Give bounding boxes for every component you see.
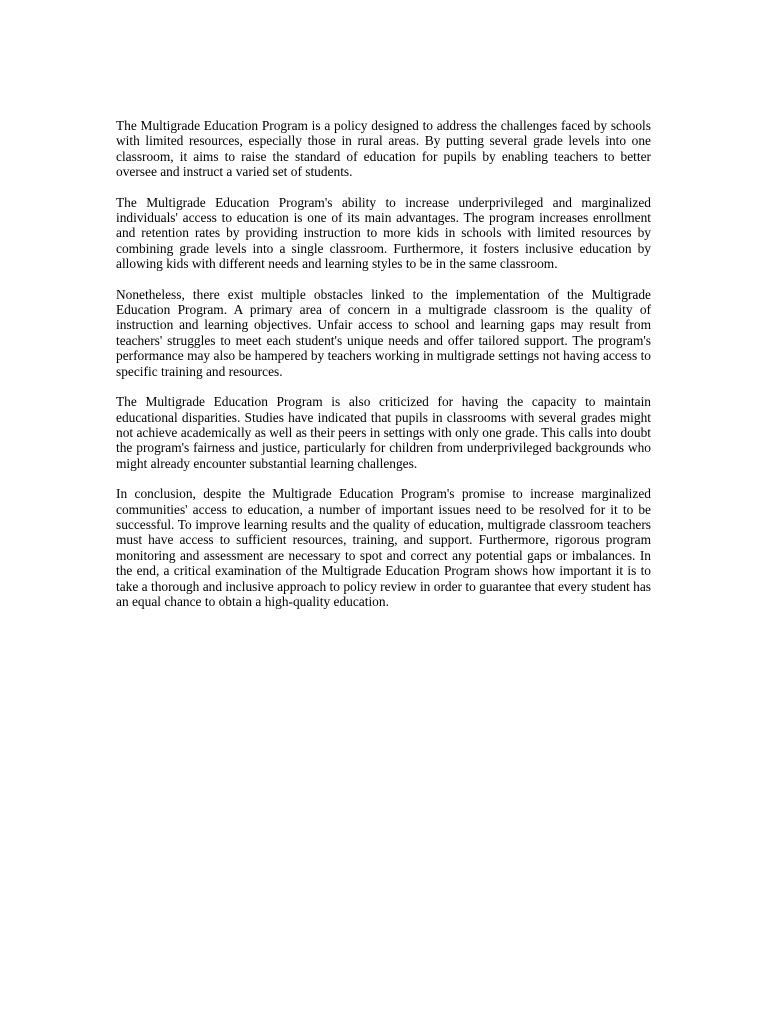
paragraph-obstacles: Nonetheless, there exist multiple obstacles linked to the implementation of the Multigrade Education Program. A primary area of concern in a multigrade classroom is the quality of instruction and learning objectives. Unfair access to school and learning gaps may result from teachers' struggles to meet each student's unique needs and offer tailored support. The program's performance may also be hampered by teachers working in multigrade settings not having access to specific training and resources. [116, 286, 651, 379]
paragraph-advantages: The Multigrade Education Program's ability to increase underprivileged and marginalized individuals' access to education is one of its main advantages. The program increases enrollment and retention rates by providing instruction to more kids in schools with limited resources by combining grade levels into a single classroom. Furthermore, it fosters inclusive education by allowing kids with different needs and learning styles to be in the same classroom. [116, 194, 651, 272]
paragraph-criticism: The Multigrade Education Program is also criticized for having the capacity to maintain educational disparities. Studies have indicated that pupils in classrooms with several grades might not achieve academically as well as their peers in settings with only one grade. This calls into doubt the program's fairness and justice, particularly for children from underprivileged backgrounds who might already encounter substantial learning challenges. [116, 394, 651, 471]
paragraph-conclusion: In conclusion, despite the Multigrade Education Program's promise to increase marginalized communities' access to education, a number of important issues need to be resolved for it to be successful. To improve learning results and the quality of education, multigrade classroom teachers must have access to sufficient resources, training, and support. Furthermore, rigorous program monitoring and assessment are necessary to spot and correct any potential gaps or imbalances. In the end, a critical examination of the Multigrade Education Program shows how important it is to take a thorough and inclusive approach to policy review in order to guarantee that every student has an equal chance to obtain a high-quality education. [116, 486, 651, 609]
paragraph-introduction: The Multigrade Education Program is a policy designed to address the challenges faced by schools with limited resources, especially those in rural areas. By putting several grade levels into one classroom, it aims to raise the standard of education for pupils by enabling teachers to better oversee and instruct a varied set of students. [116, 118, 651, 180]
document-body [116, 118, 651, 624]
